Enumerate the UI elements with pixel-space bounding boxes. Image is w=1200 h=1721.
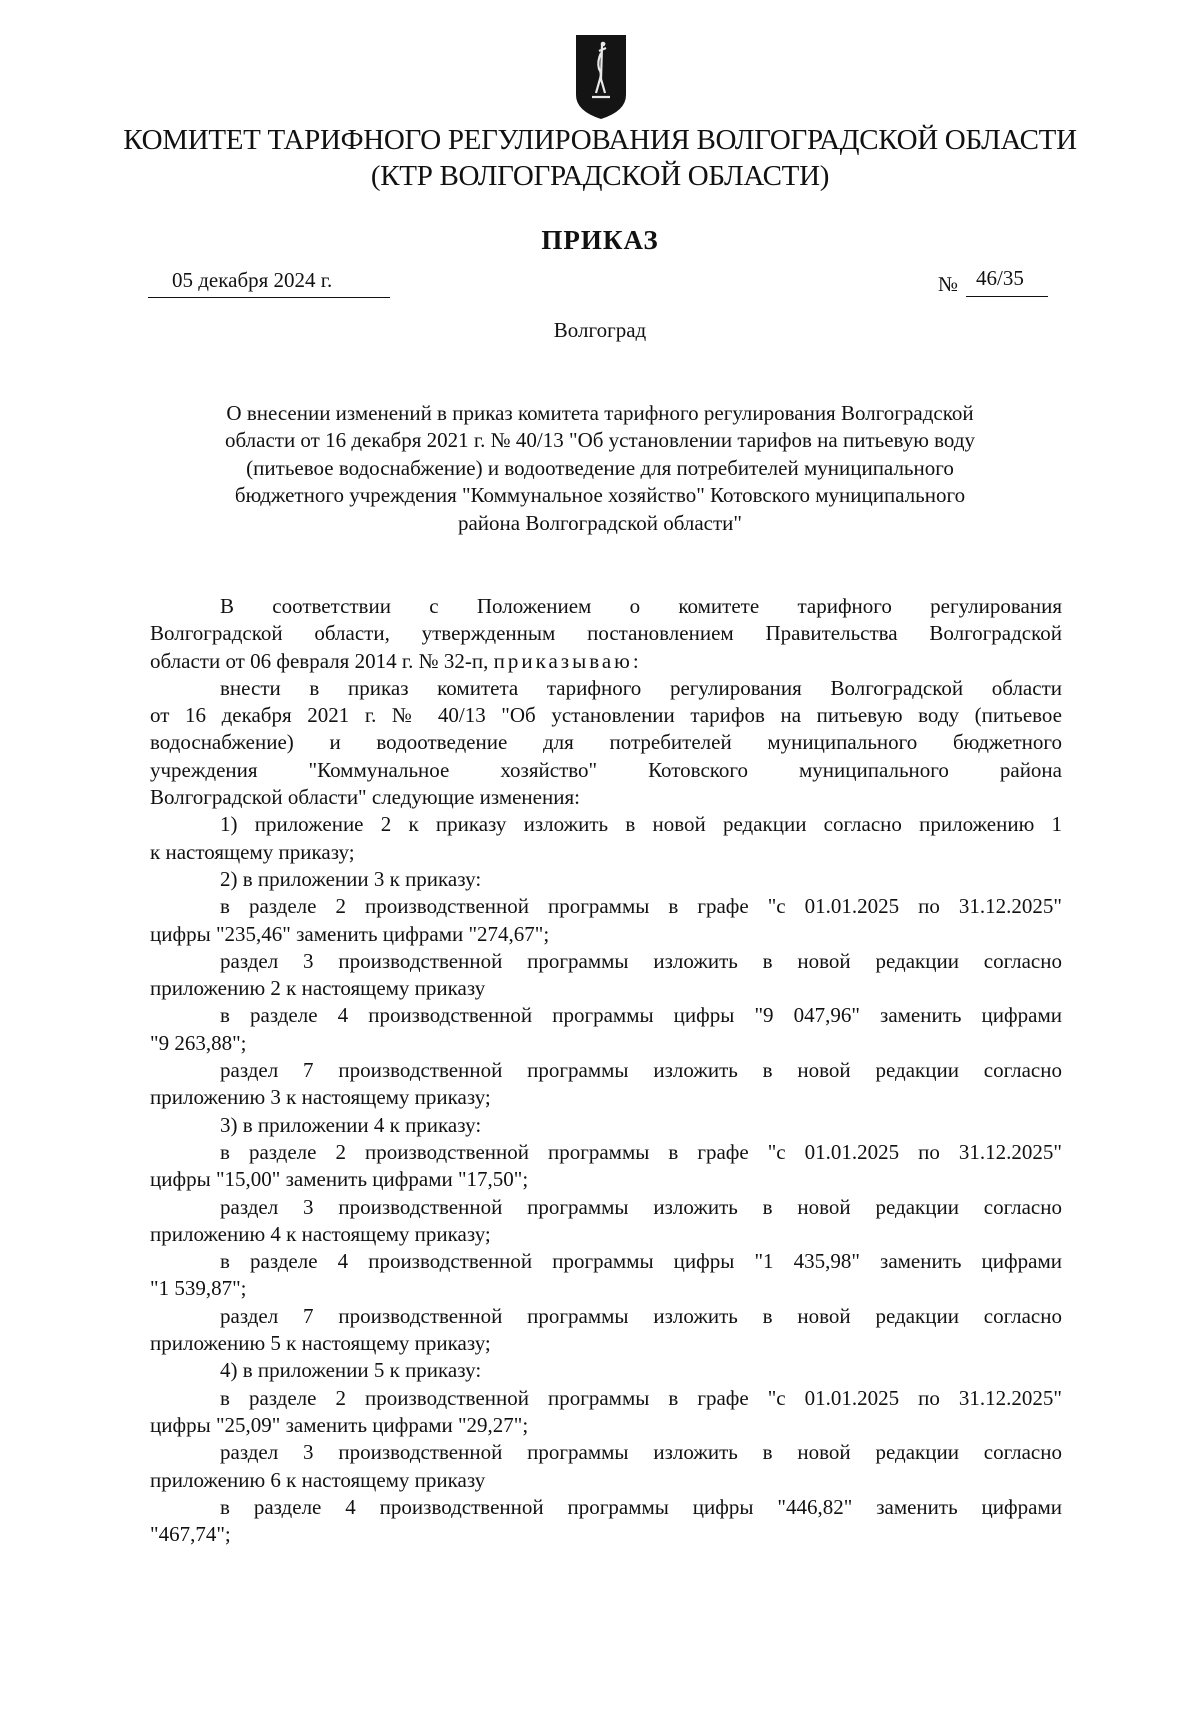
order-verb: приказываю: [493, 648, 642, 673]
volgograd-coat-of-arms-icon [572, 33, 630, 121]
body-line: раздел 3 производственной программы изложить в новой редакции согласно [220, 948, 1062, 973]
body-line: учреждения "Коммунальное хозяйство" Котовского муниципального района [150, 757, 1062, 782]
body-line: приложению 6 к настоящему приказу [150, 1467, 486, 1492]
body-line: в разделе 2 производственной программы в графе "с 01.01.2025 по 31.12.2025" [220, 894, 1062, 919]
body-line [150, 648, 1062, 675]
body-line: в разделе 2 производственной программы в графе "с 01.01.2025 по 31.12.2025" [220, 1139, 1062, 1164]
body-line: раздел 7 производственной программы изложить в новой редакции согласно [220, 1303, 1062, 1328]
subject-line: О внесении изменений в приказ комитета тарифного регулирования Волгоградской [226, 401, 974, 425]
document-city: Волгоград [553, 318, 647, 342]
body-line: водоснабжение) и водоотведение для потребителей муниципального бюджетного [150, 730, 1062, 755]
body-line: к настоящему приказу; [150, 839, 355, 864]
body-line: цифры "25,09" заменить цифрами "29,27"; [150, 1412, 529, 1437]
body-line: В соответствии с Положением о комитете тарифного регулирования [220, 594, 1062, 618]
organization-abbreviation: (КТР ВОЛГОГРАДСКОЙ ОБЛАСТИ) [370, 160, 830, 192]
document-number: 46/35 [966, 266, 1048, 297]
organization-name: КОМИТЕТ ТАРИФНОГО РЕГУЛИРОВАНИЯ ВОЛГОГРАДСКОЙ ОБЛАСТИ [123, 124, 1077, 156]
body-line: в разделе 2 производственной программы в графе "с 01.01.2025 по 31.12.2025" [220, 1385, 1062, 1410]
body-line: 4) в приложении 5 к приказу: [220, 1358, 482, 1383]
document-date: 05 декабря 2024 г. [148, 268, 390, 298]
body-line: Волгоградской области" следующие изменения: [150, 785, 580, 810]
body-line: 1) приложение 2 к приказу изложить в новой редакции согласно приложению 1 [220, 812, 1062, 837]
body-line: внести в приказ комитета тарифного регулирования Волгоградской области [220, 675, 1062, 700]
body-line: цифры "15,00" заменить цифрами "17,50"; [150, 1167, 529, 1192]
subject-line: района Волгоградской области" [457, 510, 742, 535]
body-line: 3) в приложении 4 к приказу: [220, 1112, 482, 1137]
body-line: "1 539,87"; [150, 1276, 247, 1301]
body-text: области от 06 февраля 2014 г. № 32-п, [150, 648, 489, 673]
document-type-title: ПРИКАЗ [541, 225, 659, 255]
body-line: "9 263,88"; [150, 1030, 247, 1055]
body-line: приложению 4 к настоящему приказу; [150, 1221, 491, 1246]
body-line: приложению 2 к настоящему приказу [150, 976, 486, 1001]
body-line: раздел 3 производственной программы изложить в новой редакции согласно [220, 1194, 1062, 1219]
body-line: раздел 7 производственной программы изложить в новой редакции согласно [220, 1058, 1062, 1083]
subject-line: области от 16 декабря 2021 г. № 40/13 "Об установлении тарифов на питьевую воду [224, 428, 976, 453]
body-line: "467,74"; [150, 1522, 231, 1547]
body-line: от 16 декабря 2021 г. № 40/13 "Об установлении тарифов на питьевую воду (питьевое [150, 703, 1062, 728]
body-line: в разделе 4 производственной программы цифры "9 047,96" заменить цифрами [220, 1003, 1062, 1028]
document-body [150, 593, 1062, 1548]
body-line: в разделе 4 производственной программы цифры "1 435,98" заменить цифрами [220, 1249, 1062, 1274]
document-number-label: № [938, 272, 959, 296]
body-line: Волгоградской области, утвержденным постановлением Правительства Волгоградской [150, 621, 1062, 646]
subject-line: (питьевое водоснабжение) и водоотведение для потребителей муниципального [246, 455, 954, 480]
document-subject [150, 400, 1050, 537]
body-line: приложению 5 к настоящему приказу; [150, 1331, 491, 1356]
body-line: в разделе 4 производственной программы цифры "446,82" заменить цифрами [220, 1494, 1062, 1519]
subject-line: бюджетного учреждения "Коммунальное хозяйство" Котовского муниципального [234, 483, 966, 508]
body-line: приложению 3 к настоящему приказу; [150, 1085, 491, 1110]
body-line: раздел 3 производственной программы изложить в новой редакции согласно [220, 1440, 1062, 1465]
body-line: 2) в приложении 3 к приказу: [220, 866, 482, 891]
body-line: цифры "235,46" заменить цифрами "274,67"; [150, 921, 550, 946]
